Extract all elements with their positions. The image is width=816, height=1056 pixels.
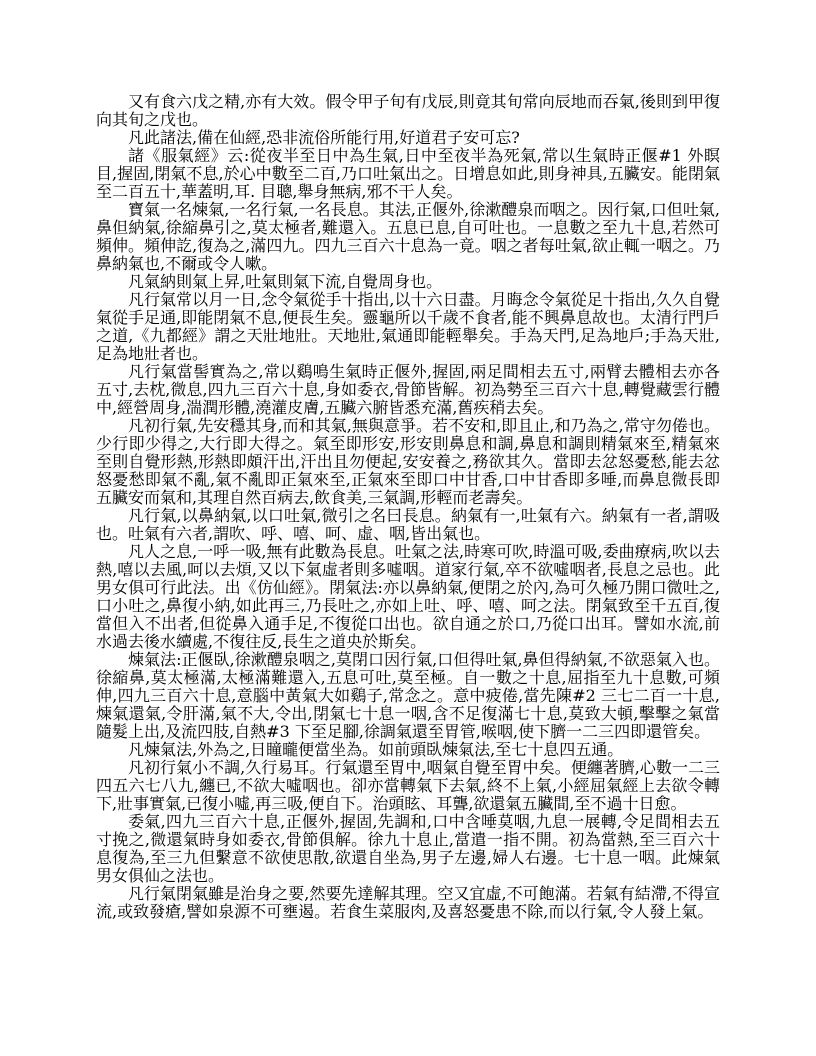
paragraph: 煉氣法:正偃臥,徐漱醴泉咽之,莫閉口因行氣,口但得吐氣,鼻但得納氣,不欲惡氣入也。徐縮鼻,莫太極滿,太極滿難還入,五息可吐,莫至極。自一數之十息,屈指至九十息數,可頻伸,四九三百六十息,意腦中黃氣大如鷄子,常念之。意中疲倦,當先陳#2 三七二百一十息,煉氣還氣,令肝滿,氣不大,令出,閉氣七十息一咽,含不足復滿七十息,莫致大頓,擊擊之氣當隨髮上出,及流四肢,自熱#3 下至足腳,徐調氣還至胃管,喉咽,使下臍一二三四即還管矣。 (96, 650, 720, 741)
paragraph: 凡行氣常以月一日,念令氣從手十指出,以十六日盡。月晦念令氣從足十指出,久久自覺氣從手足通,即能閉氣不息,便長生矣。靈龜所以千歲不食者,能不興鼻息故也。太清行門戶之道,《九都經》謂之天壯地壯。天地壯,氣通即能輕舉矣。手為天門,足為地戶;手為天壯,足為地壯者也。 (96, 290, 720, 363)
paragraph: 凡煉氣法,外為之,日瞳曨便當坐為。如前頭臥煉氣法,至七十息四五通。 (128, 740, 624, 759)
paragraph: 凡初行氣小不調,久行易耳。行氣還至胃中,咽氣自覺至胃中矣。便纏著臍,心數一二三四五六七八九,纏已,不欲大噓咽也。卻亦當轉氣下去氣,終不上氣,小經屈氣經上去欲令轉下,壯事實氣,已復小噓,再三吸,便自下。治頭眩、耳聾,欲還氣五臟間,至不過十日愈。 (96, 758, 720, 813)
paragraph: 凡行氣當髻實為之,常以鷄鳴生氣時正偃外,握固,兩足間相去五寸,兩臂去體相去亦各五寸,去枕,微息,四九三百六十息,身如委衣,骨節皆解。初為勢至三百六十息,轉覺藏雲行體中,經營周身,湍潤形體,澆灌皮膚,五臟六腑皆悉充滿,舊疾稍去矣。 (96, 362, 720, 417)
paragraph: 凡此諸法,備在仙經,恐非流俗所能行用,好道君子安可忘? (128, 128, 520, 147)
paragraph: 凡初行氣,先安穩其身,而和其氣,無與意爭。若不安和,即且止,和乃為之,常守勿倦也。少行即少得之,大行即大得之。氣至即形安,形安則鼻息和調,鼻息和調則精氣來至,精氣來至則自覺形熱,形熱即頗汗出,汗出且勿便起,安安養之,務欲其久。當即去忿怒憂愁,能去忿怒憂愁即氣不亂,氣不亂即正氣來至,正氣來至即口中甘香,口中甘香即多唾,而鼻息微長即五臟安而氣和,其理自然百病去,飲食美,三氣調,形輕而老壽矣。 (96, 416, 720, 507)
paragraph: 凡人之息,一呼一吸,無有此數為長息。吐氣之法,時寒可吹,時溫可吸,委曲療病,吹以去熱,嘻以去風,呵以去煩,又以下氣虛者則多噓咽。道家行氣,卒不欲噓咽者,長息之忌也。此男女俱可行此法。出《仿仙經》。閉氣法:亦以鼻納氣,便閉之於內,為可久極乃開口微吐之,口小吐之,鼻復小納,如此再三,乃長吐之,亦如上吐、呼、嘻、呵之法。閉氣致至千五百,復當但入不出者,但從鼻入通手足,不復從口出也。欲自通之於口,乃從口出耳。譬如水流,前水過去後水續處,不復往反,長生之道央於斯矣。 (96, 542, 720, 651)
paragraph: 委氣,四九三百六十息,正偃外,握固,先調和,口中含唾莫咽,九息一展轉,令足間相去五寸挽之,微還氣時身如委衣,骨節俱解。徐九十息止,當遣一指不開。初為當熱,至三百六十息復為,至三九但繫意不欲使思散,欲還自坐為,男子左邊,婦人右邊。七十息一咽。此煉氣男女俱仙之法也。 (96, 812, 720, 885)
paragraph: 寶氣一名煉氣,一名行氣,一名長息。其法,正偃外,徐漱醴泉而咽之。因行氣,口但吐氣,鼻但納氣,徐縮鼻引之,莫太極者,難還入。五息已息,自可吐也。一息數之至九十息,若然可頻伸。頻伸訖,復為之,滿四九。四九三百六十息為一竟。咽之者每吐氣,欲止輒一咽之。乃鼻納氣也,不爾或令人嗽。 (96, 200, 720, 273)
paragraph: 凡行氣,以鼻納氣,以口吐氣,微引之名曰長息。納氣有一,吐氣有六。納氣有一者,謂吸也。吐氣有六者,謂吹、呼、嘻、呵、虛、咽,皆出氣也。 (96, 506, 720, 543)
paragraph: 凡行氣閉氣雖是治身之要,然要先達解其理。空又宜虛,不可飽滿。若氣有結滯,不得宣流,或致發瘡,譬如泉源不可壅遏。若食生菜服肉,及喜怒憂患不除,而以行氣,令人發上氣。 (96, 884, 720, 921)
paragraph: 凡氣納則氣上昇,吐氣則氣下流,自覺周身也。 (128, 272, 443, 291)
paragraph: 諸《服氣經》云:從夜半至日中為生氣,日中至夜半為死氣,常以生氣時正偃#1 外瞑目,握固,閉氣不息,於心中數至二百,乃口吐氣出之。日增息如此,則身神具,五臟安。能閉氣至二百五十,華蓋明,耳. 目聰,舉身無病,邪不干人矣。 (96, 146, 720, 201)
paragraph: 又有食六戊之精,亦有大效。假令甲子旬有戊辰,則竟其旬常向辰地而吞氣,後則到甲復向其旬之戊也。 (96, 92, 720, 129)
